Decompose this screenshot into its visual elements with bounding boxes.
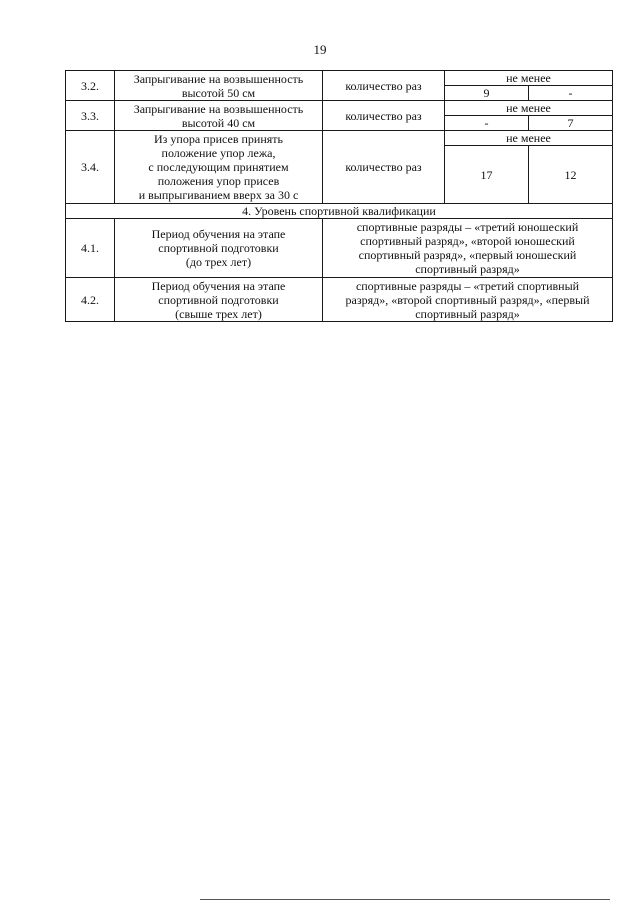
table-row (66, 131, 613, 146)
norm-value-cell: 17 (445, 146, 529, 204)
qualification-text-cell (323, 219, 613, 278)
norm-value-cell: 9 (445, 86, 529, 101)
norm-value-cell: 12 (529, 146, 613, 204)
exercise-name-line: положение упор лежа, (161, 146, 276, 160)
norm-label-cell: не менее (445, 71, 613, 86)
period-name-line: Период обучения на этапе (151, 278, 286, 293)
norms-table (65, 70, 613, 322)
qualification-line: спортивные разряды – «третий спортивный (355, 278, 580, 293)
qualification-line: спортивный разряд», «первый юношеский (358, 248, 577, 262)
unit-cell: количество раз (323, 71, 445, 101)
period-name-line: (до трех лет) (185, 255, 252, 269)
exercise-name-line: положения упор присев (157, 174, 280, 188)
exercise-name-line: Запрыгивание на возвышенность (133, 71, 304, 86)
norm-value-cell: - (529, 86, 613, 101)
norm-label-cell: не менее (445, 131, 613, 146)
row-number-cell: 3.3. (66, 101, 115, 131)
exercise-name-line: высотой 50 см (181, 85, 256, 100)
section-title: 4. Уровень спортивной квалификации (66, 204, 613, 219)
exercise-name-line: высотой 40 см (181, 115, 256, 130)
exercise-name-line: и выпрыгиванием вверх за 30 с (138, 188, 299, 202)
table-row (66, 101, 613, 116)
unit-cell: количество раз (323, 131, 445, 204)
table-row (66, 278, 613, 322)
qualification-line: спортивный разряд» (415, 262, 520, 276)
exercise-name-cell (115, 131, 323, 204)
norm-label-cell: не менее (445, 101, 613, 116)
scan-edge-line (200, 899, 610, 900)
row-number-cell: 3.2. (66, 71, 115, 101)
period-name-line: Период обучения на этапе (151, 227, 286, 241)
norm-value-cell: 7 (529, 116, 613, 131)
qualification-text-cell (323, 278, 613, 322)
qualification-line: спортивный разряд» (415, 306, 520, 321)
norm-value-cell: - (445, 116, 529, 131)
period-name-cell (115, 278, 323, 322)
exercise-name-cell (115, 101, 323, 131)
exercise-name-line: Из упора присев принять (154, 132, 283, 146)
period-name-line: спортивной подготовки (158, 241, 279, 255)
period-name-cell (115, 219, 323, 278)
qualification-line: спортивный разряд», «второй юношеский (360, 234, 575, 248)
section-header-row (66, 204, 613, 219)
exercise-name-line: с последующим принятием (148, 160, 289, 174)
table-row (66, 71, 613, 86)
period-name-line: (свыше трех лет) (175, 306, 262, 321)
qualification-line: спортивные разряды – «третий юношеский (356, 220, 579, 234)
row-number-cell: 4.2. (66, 278, 115, 322)
row-number-cell: 4.1. (66, 219, 115, 278)
exercise-name-line: Запрыгивание на возвышенность (133, 101, 304, 116)
qualification-line: разряд», «второй спортивный разряд», «первый (345, 292, 590, 307)
row-number-cell: 3.4. (66, 131, 115, 204)
unit-cell: количество раз (323, 101, 445, 131)
table-row (66, 219, 613, 278)
period-name-line: спортивной подготовки (158, 292, 279, 307)
exercise-name-cell (115, 71, 323, 101)
page-number: 19 (313, 42, 327, 57)
